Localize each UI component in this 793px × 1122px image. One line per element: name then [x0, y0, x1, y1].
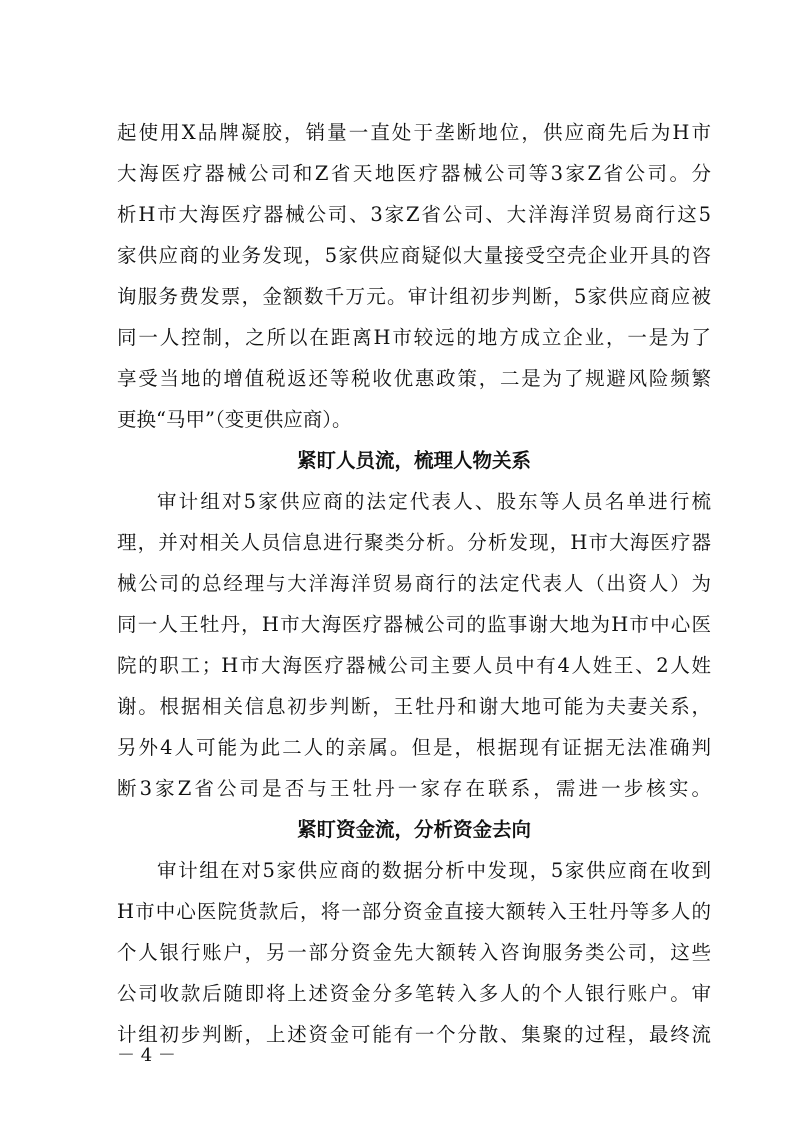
paragraph-1-line-7: 享受当地的增值税返还等税收优惠政策，二是为了规避风险频繁	[117, 367, 711, 390]
section-heading-personnel: 紧盯人员流，梳理人物关系	[296, 449, 531, 472]
paragraph-1-line-1: 起使用X品牌凝胶，销量一直处于垄断地位，供应商先后为H市	[117, 121, 711, 144]
paragraph-1-line-3: 析H市大海医疗器械公司、3家Z省公司、大洋海洋贸易商行这5	[117, 203, 711, 226]
paragraph-3-line-1: 审计组在对5家供应商的数据分析中发现，5家供应商在收到	[157, 859, 711, 882]
paragraph-2-line-2: 理，并对相关人员信息进行聚类分析。分析发现，H市大海医疗器	[117, 531, 711, 554]
section-heading-funds: 紧盯资金流，分析资金去向	[296, 818, 531, 841]
page-number: － 4 －	[117, 1045, 176, 1066]
paragraph-1-line-4: 家供应商的业务发现，5家供应商疑似大量接受空壳企业开具的咨	[117, 244, 711, 267]
paragraph-2-line-4: 同一人王牡丹，H市大海医疗器械公司的监事谢大地为H市中心医	[117, 613, 711, 636]
paragraph-3-line-3: 个人银行账户，另一部分资金先大额转入咨询服务类公司，这些	[117, 941, 711, 964]
paragraph-1-line-8: 更换“马甲”（变更供应商）。	[117, 408, 352, 431]
paragraph-1-line-6: 同一人控制，之所以在距离H市较远的地方成立企业，一是为了	[117, 326, 711, 349]
paragraph-1-line-5: 询服务费发票，金额数千万元。审计组初步判断，5家供应商应被	[117, 285, 711, 308]
paragraph-2-line-8: 断3家Z省公司是否与王牡丹一家存在联系，需进一步核实。	[117, 777, 711, 800]
paragraph-2-line-1: 审计组对5家供应商的法定代表人、股东等人员名单进行梳	[157, 490, 711, 513]
paragraph-2-line-3: 械公司的总经理与大洋海洋贸易商行的法定代表人（出资人）为	[117, 572, 711, 595]
paragraph-1-line-2: 大海医疗器械公司和Z省天地医疗器械公司等3家Z省公司。分	[117, 162, 711, 185]
paragraph-2-line-5: 院的职工；H市大海医疗器械公司主要人员中有4人姓王、2人姓	[117, 654, 711, 677]
paragraph-2-line-7: 另外4人可能为此二人的亲属。但是，根据现有证据无法准确判	[117, 736, 711, 759]
paragraph-2-line-6: 谢。根据相关信息初步判断，王牡丹和谢大地可能为夫妻关系，	[117, 695, 711, 718]
paragraph-3-line-5: 计组初步判断，上述资金可能有一个分散、集聚的过程，最终流	[117, 1023, 711, 1046]
paragraph-3-line-4: 公司收款后随即将上述资金分多笔转入多人的个人银行账户。审	[117, 982, 711, 1005]
paragraph-3-line-2: H市中心医院货款后，将一部分资金直接大额转入王牡丹等多人的	[117, 900, 711, 923]
